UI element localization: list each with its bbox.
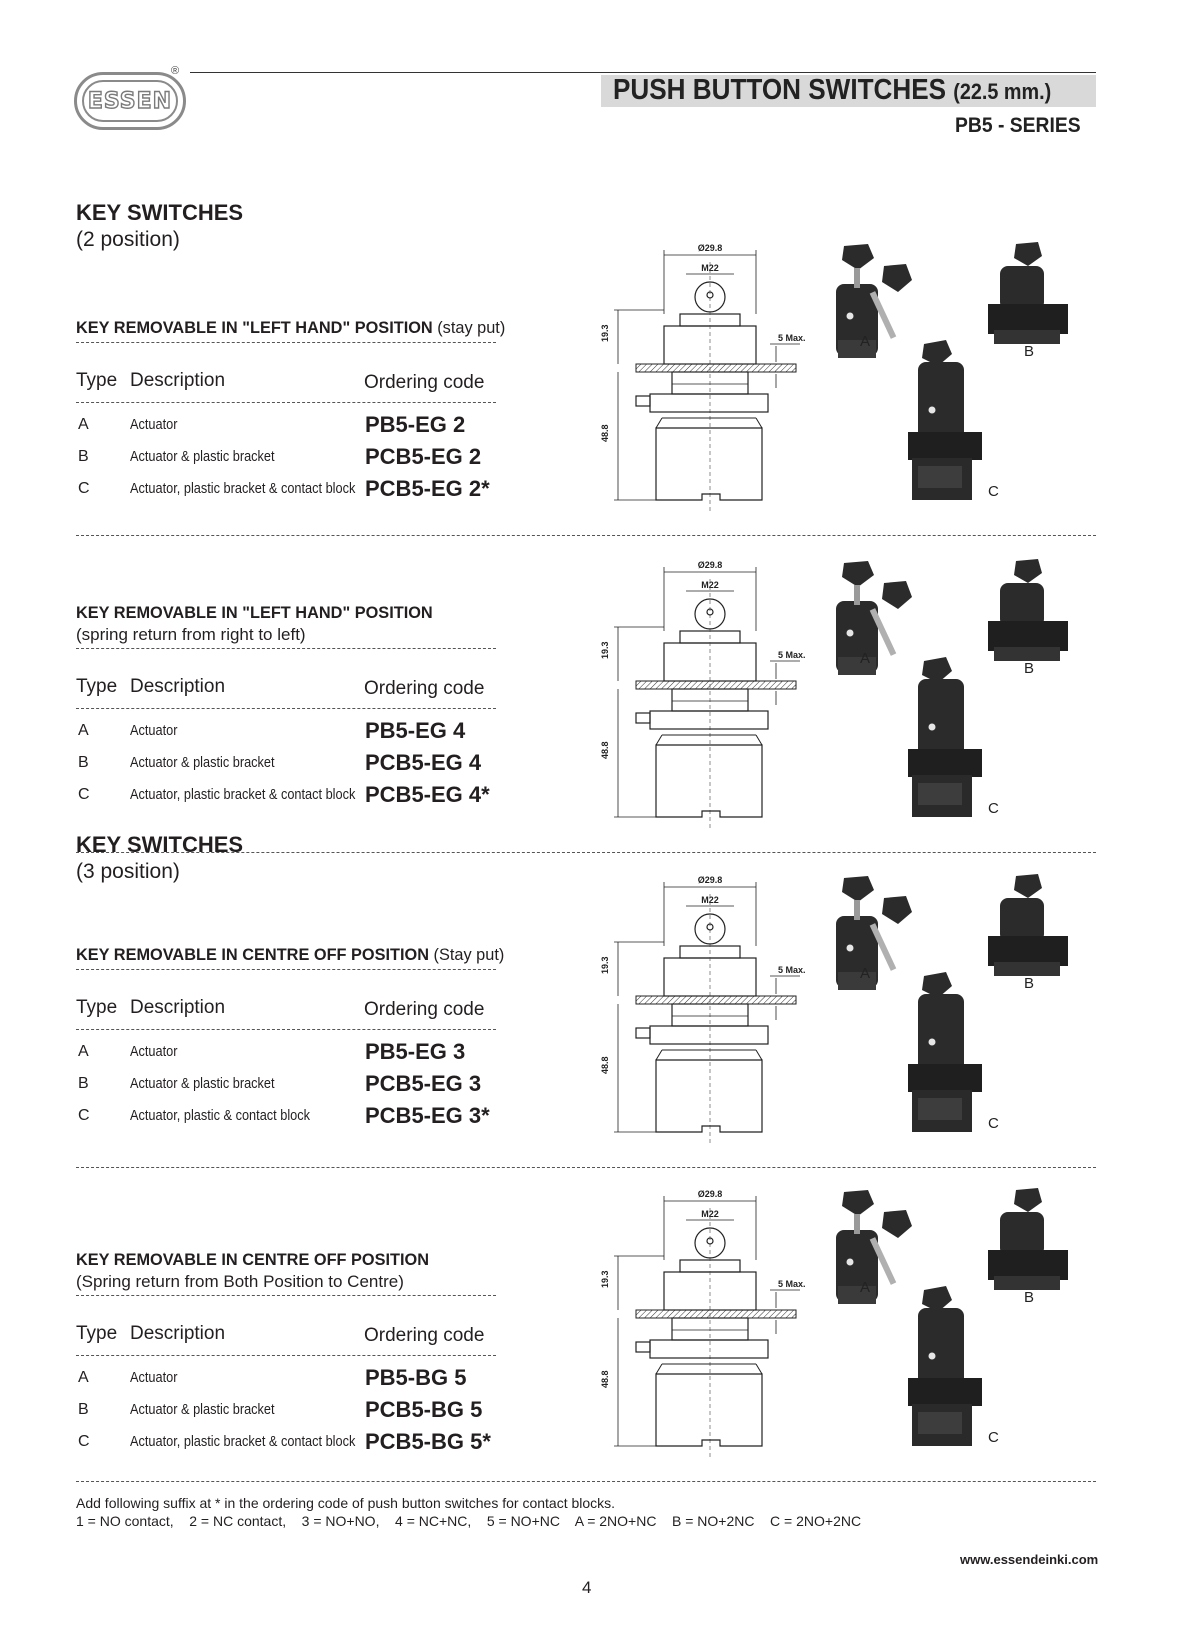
block-chamfer xyxy=(756,1050,762,1060)
key-b-head xyxy=(1014,559,1042,583)
row-ordering-code[interactable]: PCB5-EG 4 xyxy=(365,750,482,775)
key-a2-head xyxy=(882,1210,912,1238)
column-type: Type xyxy=(76,370,118,391)
heading-bold: KEY REMOVABLE IN CENTRE OFF POSITION xyxy=(76,945,430,964)
row-type: B xyxy=(78,1401,89,1418)
photo-label-c: C xyxy=(988,800,999,817)
registered-mark: ® xyxy=(171,65,180,77)
row-ordering-code[interactable]: PCB5-EG 3 xyxy=(365,1071,482,1096)
column-divider xyxy=(76,708,496,709)
product-photos xyxy=(828,872,1098,1142)
essen-logo xyxy=(74,72,186,130)
section-heading-line2: (spring return from right to left) xyxy=(76,625,306,644)
key-a2-head xyxy=(882,581,912,609)
photo-label-b: B xyxy=(1024,975,1035,992)
bracket-b-foot xyxy=(994,647,1060,661)
photo-label-a: A xyxy=(860,333,871,350)
row-type: A xyxy=(78,1043,89,1060)
photo-label-a: A xyxy=(860,965,871,982)
block-chamfer xyxy=(756,1364,762,1374)
contact-block-label-area xyxy=(918,466,962,488)
row-ordering-code[interactable]: PB5-EG 4 xyxy=(365,718,466,743)
key-a-head xyxy=(842,1190,874,1216)
row-type: C xyxy=(78,1107,90,1124)
key-a-blade xyxy=(854,900,860,920)
section-subtitle: (2 position) xyxy=(76,228,180,251)
row-description: Actuator & plastic bracket xyxy=(130,1401,275,1418)
bracket-c xyxy=(908,432,982,460)
column-type: Type xyxy=(76,676,118,697)
dimension-drawing xyxy=(600,1188,820,1468)
contact-block-label-area xyxy=(918,1412,962,1434)
block-chamfer xyxy=(656,418,662,428)
heading-normal: (Stay put) xyxy=(429,945,505,964)
column-type: Type xyxy=(76,1323,118,1344)
row-type: A xyxy=(78,416,89,433)
bracket-b xyxy=(988,1250,1068,1280)
row-ordering-code[interactable]: PCB5-EG 2 xyxy=(365,444,482,469)
height-bottom-label: 48.8 xyxy=(600,1370,610,1388)
bezel-body xyxy=(664,958,756,996)
photo-label-a: A xyxy=(860,650,871,667)
row-description: Actuator xyxy=(130,1369,178,1386)
height-top-label: 19.3 xyxy=(600,956,610,974)
row-type: A xyxy=(78,1369,89,1386)
contact-block xyxy=(656,1060,762,1132)
row-ordering-code[interactable]: PCB5-EG 4* xyxy=(365,782,490,807)
key-b-head xyxy=(1014,1188,1042,1212)
bracket-b-foot xyxy=(994,330,1060,344)
row-type: B xyxy=(78,754,89,771)
panel xyxy=(636,1310,796,1318)
key-c-dot xyxy=(929,407,936,414)
bezel-body xyxy=(664,326,756,364)
thread-label: M22 xyxy=(701,263,719,273)
key-a-head xyxy=(842,244,874,270)
column-description: Description xyxy=(130,997,226,1018)
key-a-dot xyxy=(847,1259,854,1266)
key-a2-head xyxy=(882,896,912,924)
thread-label: M22 xyxy=(701,1209,719,1219)
row-ordering-code[interactable]: PCB5-BG 5 xyxy=(365,1397,483,1422)
actuator-c-body xyxy=(918,1308,964,1386)
contact-block-label-area xyxy=(918,783,962,805)
height-bottom-label: 48.8 xyxy=(600,741,610,759)
section-heading-line2: (Spring return from Both Position to Centre) xyxy=(76,1272,404,1291)
row-ordering-code[interactable]: PCB5-EG 2* xyxy=(365,476,490,501)
bezel-body xyxy=(664,1272,756,1310)
panel-max-label: 5 Max. xyxy=(778,333,806,343)
column-type: Type xyxy=(76,997,118,1018)
row-description: Actuator, plastic & contact block xyxy=(130,1107,311,1124)
thread-label: M22 xyxy=(701,895,719,905)
key-a-dot xyxy=(847,945,854,952)
heading-divider xyxy=(76,969,496,970)
bracket-b-foot xyxy=(994,1276,1060,1290)
block-chamfer xyxy=(656,735,662,745)
dimension-drawing xyxy=(600,559,820,839)
product-photos xyxy=(828,1186,1098,1456)
row-type: B xyxy=(78,448,89,465)
row-type: C xyxy=(78,480,90,497)
block-chamfer xyxy=(656,1050,662,1060)
height-top-label: 19.3 xyxy=(600,641,610,659)
title-main: PUSH BUTTON SWITCHES xyxy=(613,74,947,106)
bracket xyxy=(650,1026,768,1044)
bezel-body xyxy=(664,643,756,681)
row-description: Actuator xyxy=(130,722,178,739)
bracket-c xyxy=(908,749,982,777)
column-divider xyxy=(76,402,496,403)
bracket-b xyxy=(988,304,1068,334)
diameter-label: Ø29.8 xyxy=(697,1189,723,1199)
page-number: 4 xyxy=(582,1578,592,1597)
section-separator xyxy=(76,535,1096,536)
row-description: Actuator & plastic bracket xyxy=(130,448,275,465)
row-description: Actuator xyxy=(130,416,178,433)
photo-label-a: A xyxy=(860,1279,871,1296)
photo-label-c: C xyxy=(988,1429,999,1446)
key-b-head xyxy=(1014,874,1042,898)
height-top-label: 19.3 xyxy=(600,324,610,342)
actuator-a-base xyxy=(838,340,876,358)
panel-max-label: 5 Max. xyxy=(778,965,806,975)
row-description: Actuator xyxy=(130,1043,178,1060)
section-heading xyxy=(76,1250,429,1270)
actuator-c-body xyxy=(918,362,964,440)
actuator-a-base xyxy=(838,657,876,675)
actuator-b-body xyxy=(1000,266,1044,310)
contact-block xyxy=(656,1374,762,1446)
key-a-head xyxy=(842,876,874,902)
suffix-codes: 1 = NO contact, 2 = NC contact, 3 = NO+NO, 4 = NC+NC, 5 = NO+NC A = 2NO+NC B = NO+2NC C = 2NO+2NC xyxy=(76,1513,862,1529)
contact-block xyxy=(656,745,762,817)
photo-label-b: B xyxy=(1024,1289,1035,1306)
key-c-dot xyxy=(929,724,936,731)
heading-normal: (stay put) xyxy=(432,318,506,337)
row-type: B xyxy=(78,1075,89,1092)
block-chamfer xyxy=(656,1364,662,1374)
column-ordering-code: Ordering code xyxy=(364,1325,485,1346)
product-photos xyxy=(828,240,1098,510)
actuator-b-body xyxy=(1000,583,1044,627)
bracket-b xyxy=(988,621,1068,651)
row-description: Actuator, plastic bracket & contact block xyxy=(130,1433,356,1450)
bracket-tab xyxy=(636,1028,650,1038)
column-description: Description xyxy=(130,1323,226,1344)
suffix-note: Add following suffix at * in the ordering code of push button switches for contact blocks. xyxy=(76,1495,616,1511)
key-c-dot xyxy=(929,1353,936,1360)
section-separator xyxy=(76,1167,1096,1168)
panel xyxy=(636,996,796,1004)
key-a-dot xyxy=(847,630,854,637)
actuator-b-body xyxy=(1000,898,1044,942)
page-title xyxy=(613,74,1051,107)
photo-label-b: B xyxy=(1024,660,1035,677)
heading-bold: KEY REMOVABLE IN "LEFT HAND" POSITION xyxy=(76,318,433,337)
actuator-b-body xyxy=(1000,1212,1044,1256)
row-ordering-code[interactable]: PB5-EG 3 xyxy=(365,1039,466,1064)
key-a2-head xyxy=(882,264,912,292)
heading-divider xyxy=(76,648,496,649)
panel xyxy=(636,681,796,689)
website-link[interactable]: www.essendeinki.com xyxy=(960,1552,1099,1567)
height-bottom-label: 48.8 xyxy=(600,1056,610,1074)
key-a-head xyxy=(842,561,874,587)
row-ordering-code[interactable]: PB5-EG 2 xyxy=(365,412,466,437)
bracket-tab xyxy=(636,713,650,723)
row-description: Actuator & plastic bracket xyxy=(130,754,275,771)
bracket-tab xyxy=(636,396,650,406)
row-description: Actuator & plastic bracket xyxy=(130,1075,275,1092)
row-ordering-code[interactable]: PCB5-EG 3* xyxy=(365,1103,490,1128)
dimension-drawing xyxy=(600,874,820,1154)
thread-label: M22 xyxy=(701,580,719,590)
bracket-b xyxy=(988,936,1068,966)
product-photos xyxy=(828,557,1098,827)
bracket-c xyxy=(908,1378,982,1406)
contact-block-label-area xyxy=(918,1098,962,1120)
row-type: C xyxy=(78,1433,90,1450)
row-description: Actuator, plastic bracket & contact block xyxy=(130,480,356,497)
heading-bold: KEY REMOVABLE IN "LEFT HAND" POSITION xyxy=(76,603,433,622)
bracket xyxy=(650,394,768,412)
bracket xyxy=(650,1340,768,1358)
panel-max-label: 5 Max. xyxy=(778,1279,806,1289)
row-type: C xyxy=(78,786,90,803)
row-description: Actuator, plastic bracket & contact block xyxy=(130,786,356,803)
key-a-blade xyxy=(854,585,860,605)
heading-bold: KEY REMOVABLE IN CENTRE OFF POSITION xyxy=(76,1250,430,1269)
section-title: KEY SWITCHES xyxy=(76,832,244,857)
bracket-tab xyxy=(636,1342,650,1352)
column-ordering-code: Ordering code xyxy=(364,372,485,393)
heading-divider xyxy=(76,1295,496,1296)
series-label: PB5 - SERIES xyxy=(955,114,1081,137)
key-a-dot xyxy=(847,313,854,320)
column-divider xyxy=(76,1355,496,1356)
section-title: KEY SWITCHES xyxy=(76,200,244,225)
column-divider xyxy=(76,1029,496,1030)
actuator-a-base xyxy=(838,1286,876,1304)
column-description: Description xyxy=(130,676,226,697)
key-a-blade xyxy=(854,1214,860,1234)
key-b-head xyxy=(1014,242,1042,266)
row-ordering-code[interactable]: PB5-BG 5 xyxy=(365,1365,467,1390)
column-ordering-code: Ordering code xyxy=(364,999,485,1020)
footer-rule xyxy=(76,1481,1096,1482)
section-heading xyxy=(76,318,505,338)
title-size: (22.5 mm.) xyxy=(953,79,1052,104)
logo-inner-ring xyxy=(82,80,178,122)
block-chamfer xyxy=(756,418,762,428)
section-heading xyxy=(76,945,504,965)
actuator-a-base xyxy=(838,972,876,990)
panel-max-label: 5 Max. xyxy=(778,650,806,660)
header-rule xyxy=(190,72,1096,73)
bracket xyxy=(650,711,768,729)
logo-text: ESSEN xyxy=(87,88,173,114)
column-ordering-code: Ordering code xyxy=(364,678,485,699)
dimension-drawing xyxy=(600,242,820,522)
row-type: A xyxy=(78,722,89,739)
row-ordering-code[interactable]: PCB5-BG 5* xyxy=(365,1429,491,1454)
bracket-b-foot xyxy=(994,962,1060,976)
photo-label-c: C xyxy=(988,483,999,500)
column-description: Description xyxy=(130,370,226,391)
diameter-label: Ø29.8 xyxy=(697,875,723,885)
heading-divider xyxy=(76,342,496,343)
height-bottom-label: 48.8 xyxy=(600,424,610,442)
photo-label-b: B xyxy=(1024,343,1035,360)
panel xyxy=(636,364,796,372)
block-chamfer xyxy=(756,735,762,745)
section-heading xyxy=(76,603,433,623)
photo-label-c: C xyxy=(988,1115,999,1132)
actuator-c-body xyxy=(918,679,964,757)
actuator-c-body xyxy=(918,994,964,1072)
diameter-label: Ø29.8 xyxy=(697,243,723,253)
section-subtitle: (3 position) xyxy=(76,860,180,883)
key-c-dot xyxy=(929,1039,936,1046)
bracket-c xyxy=(908,1064,982,1092)
diameter-label: Ø29.8 xyxy=(697,560,723,570)
height-top-label: 19.3 xyxy=(600,1270,610,1288)
key-a-blade xyxy=(854,268,860,288)
contact-block xyxy=(656,428,762,500)
